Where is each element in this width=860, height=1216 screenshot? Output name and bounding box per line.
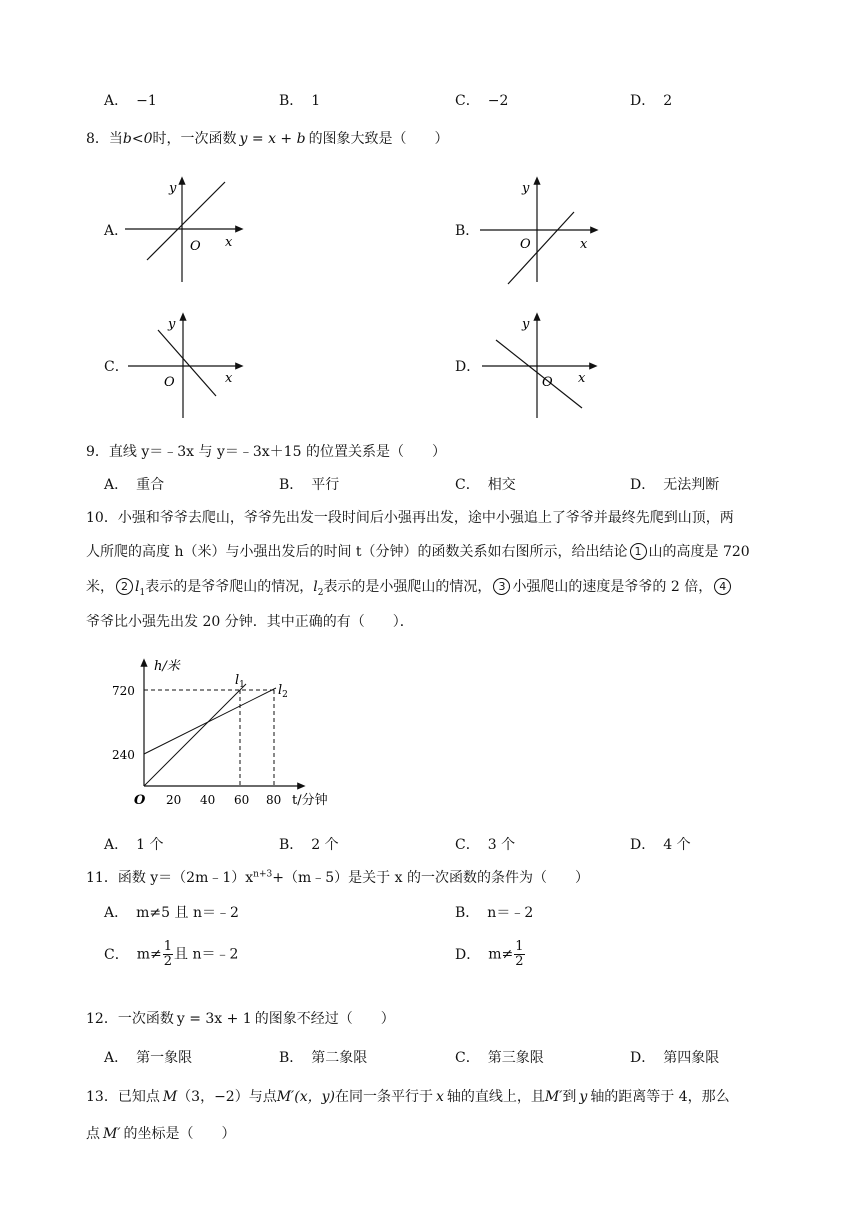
q8-option-a-label: A． [104, 223, 129, 239]
x-label: x [225, 371, 233, 386]
question-13-line-2: 点 M′ 的坐标是（ ） [86, 1126, 236, 1142]
x-tick-80: 80 [266, 793, 282, 807]
x-tick-60: 60 [234, 793, 250, 807]
l2-label: $l_2$ [278, 683, 288, 700]
q12-option-a: A． 第一象限 [104, 1050, 193, 1066]
q9-option-c: C． 相交 [455, 477, 516, 493]
question-11-text: 11．函数 $y=(2m﹣1)x^{n+3}+(m﹣5)$是关于 x 的一次函数的条件为（ ） [86, 869, 589, 886]
q10-option-c: C． 3 个 [455, 837, 516, 853]
x-label: x [580, 237, 588, 252]
x-label: x [225, 235, 233, 250]
q11-option-d: D． m≠ $\frac{1}{2}$ [455, 939, 524, 969]
y-label: y [522, 317, 530, 332]
q12-option-c: C． 第三象限 [455, 1050, 544, 1066]
y-label: y [522, 181, 530, 196]
question-8-text: 8．当b<0时，一次函数 y = x + b 的图象大致是（ ） [86, 131, 449, 147]
q11-option-a: A． m≠5 且 n＝﹣2 [104, 905, 239, 921]
q10-option-b: B． 2 个 [279, 837, 339, 853]
y-label: y [169, 181, 177, 196]
l1-label: $l_1$ [235, 673, 245, 690]
function-line [496, 340, 582, 408]
q7-option-a: A． −1 [104, 93, 157, 109]
question-10-line-2: 人所爬的高度 h（米）与小强出发后的时间 t（分钟）的函数关系如右图所示，给出结论 1 山的高度是 720 [86, 544, 750, 560]
x-tick-20: 20 [166, 793, 182, 807]
q9-option-a: A． 重合 [104, 477, 165, 493]
y-label: y [168, 317, 176, 332]
q11-option-c: C． m≠ $\frac{1}{2}$ 且 n＝﹣2 [104, 939, 239, 969]
q8-option-d-label: D． [455, 359, 481, 375]
x-tick-40: 40 [200, 793, 216, 807]
q7-option-c: C． −2 [455, 93, 509, 109]
function-line [147, 182, 225, 260]
q7-option-d: D． 2 [630, 93, 673, 109]
question-10-line-4: 爷爷比小强先出发 20 分钟．其中正确的有（ ）． [86, 614, 414, 630]
q10-option-a: A． 1 个 [104, 837, 164, 853]
line-l1 [144, 684, 246, 786]
q8-graph-c [128, 308, 258, 423]
origin-label: O [164, 375, 175, 390]
y-tick-720: 720 [112, 684, 135, 698]
q8-graph-a [125, 172, 255, 287]
q10-option-d: D． 4 个 [630, 837, 691, 853]
origin-label: O [542, 375, 553, 390]
function-line [508, 212, 574, 284]
h-axis-label: h/米 [154, 659, 180, 674]
line-l2 [144, 688, 276, 754]
question-10-line-1: 10．小强和爷爷去爬山，爷爷先出发一段时间后小强再出发，途中小强追上了爷爷并最终先爬到山顶，两 [86, 510, 734, 526]
question-12-text: 12．一次函数 y = 3x + 1 的图象不经过（ ） [86, 1011, 395, 1027]
t-axis-label: t/分钟 [292, 793, 328, 808]
question-13-line-1: 13．已知点 M（3，−2）与点M′(x，y)在同一条平行于 x 轴的直线上，且M′到 y 轴的距离等于 4，那么 [86, 1089, 730, 1105]
q11-option-b: B． n＝﹣2 [455, 905, 534, 921]
origin-label: O [134, 793, 146, 808]
x-label: x [578, 371, 586, 386]
question-9-text: 9．直线 y＝﹣3x 与 y＝﹣3x＋15 的位置关系是（ ） [86, 444, 446, 460]
q12-option-d: D． 第四象限 [630, 1050, 720, 1066]
q9-option-b: B． 平行 [279, 477, 340, 493]
q8-option-c-label: C． [104, 359, 129, 375]
q8-option-b-label: B． [455, 223, 480, 239]
question-10-line-3: 米， 2 $l_1$表示的是爷爷爬山的情况，$l_2$表示的是小强爬山的情况， 3 小强爬山的速度是爷爷的 2 倍， 4 [86, 576, 733, 598]
origin-label: O [520, 237, 531, 252]
origin-label: O [190, 239, 201, 254]
y-tick-240: 240 [112, 748, 135, 762]
q10-graph [108, 652, 348, 812]
q8-graph-b [480, 172, 610, 287]
q12-option-b: B． 第二象限 [279, 1050, 368, 1066]
q8-graph-d [482, 308, 612, 423]
q7-option-b: B． 1 [279, 93, 321, 109]
q9-option-d: D． 无法判断 [630, 477, 720, 493]
